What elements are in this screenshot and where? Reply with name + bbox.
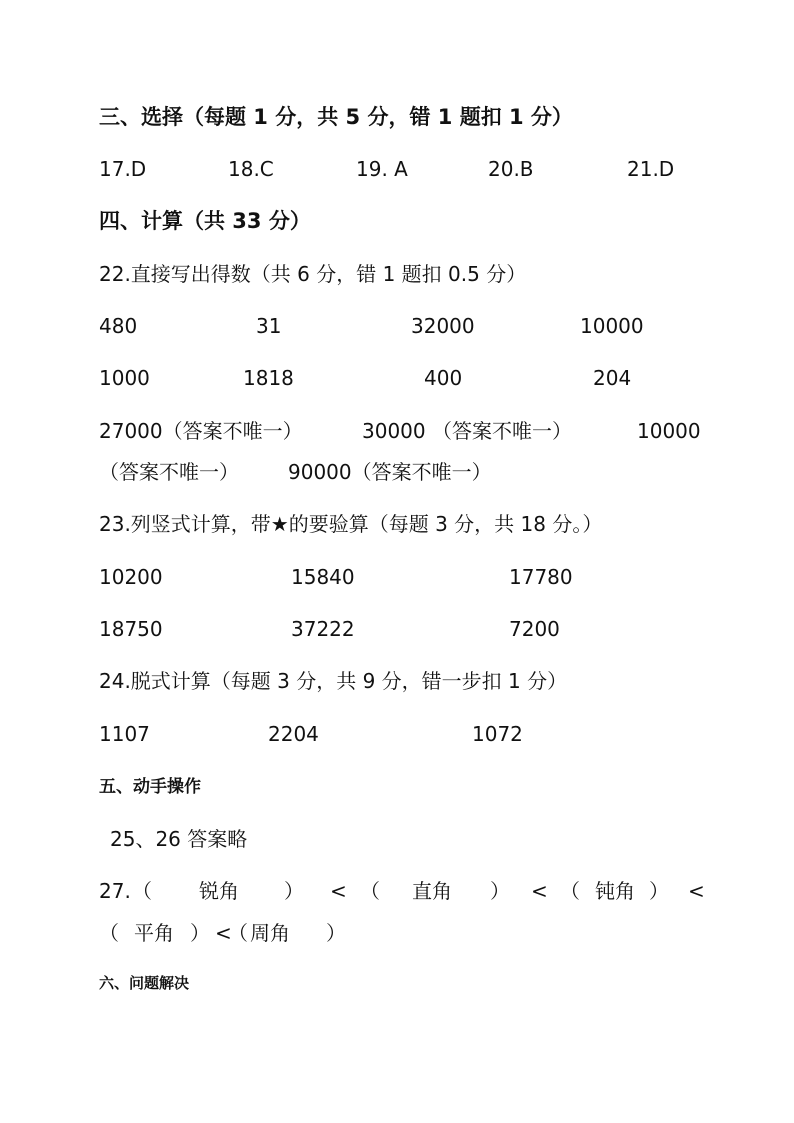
q23-cell: 10200 bbox=[99, 565, 163, 589]
answer-20: 20.B bbox=[488, 157, 534, 181]
q27-paren: （ bbox=[132, 879, 152, 903]
q24-title: 24.脱式计算（每题 3 分，共 9 分，错一步扣 1 分） bbox=[99, 669, 568, 693]
q23-cell: 17780 bbox=[509, 565, 573, 589]
q27-item-right: 直角 bbox=[412, 879, 452, 903]
q22-cell: 480 bbox=[99, 314, 138, 338]
section-3-heading: 三、选择（每题 1 分，共 5 分，错 1 题扣 1 分） bbox=[99, 105, 573, 129]
q22-cell: 400 bbox=[424, 366, 463, 390]
section-5-heading: 五、动手操作 bbox=[99, 777, 201, 797]
q23-cell: 15840 bbox=[291, 565, 355, 589]
q27-item-straight: 平角 bbox=[134, 921, 174, 945]
q27-paren: （ bbox=[560, 879, 580, 903]
q24-cell: 1072 bbox=[472, 722, 523, 746]
q27-paren: ） bbox=[649, 879, 669, 903]
q22-cell: 30000 （答案不唯一） bbox=[362, 419, 572, 443]
q27-item-acute: 锐角 bbox=[199, 879, 239, 903]
q23-cell: 18750 bbox=[99, 617, 163, 641]
q24-cell: 2204 bbox=[268, 722, 319, 746]
q27-less-than: < bbox=[531, 879, 548, 903]
q23-cell: 7200 bbox=[509, 617, 560, 641]
q22-cell: 1818 bbox=[243, 366, 294, 390]
q22-cell: 27000（答案不唯一） bbox=[99, 419, 303, 443]
answer-18: 18.C bbox=[228, 157, 274, 181]
answer-19: 19. A bbox=[356, 157, 408, 181]
q22-cell: 90000（答案不唯一） bbox=[288, 460, 492, 484]
q27-paren: ） bbox=[284, 879, 304, 903]
q27-number: 27. bbox=[99, 879, 131, 903]
q22-title: 22.直接写出得数（共 6 分，错 1 题扣 0.5 分） bbox=[99, 262, 527, 286]
q27-less-than: < bbox=[330, 879, 347, 903]
q23-cell: 37222 bbox=[291, 617, 355, 641]
q22-cell: 32000 bbox=[411, 314, 475, 338]
q27-paren: ） bbox=[190, 921, 210, 945]
answer-21: 21.D bbox=[627, 157, 675, 181]
q27-paren: ） bbox=[326, 921, 346, 945]
answer-17: 17.D bbox=[99, 157, 147, 181]
q27-paren: （ bbox=[228, 921, 248, 945]
q22-cell: （答案不唯一） bbox=[99, 460, 239, 484]
q27-paren: （ bbox=[99, 921, 119, 945]
q22-cell: 204 bbox=[593, 366, 632, 390]
q27-less-than: < bbox=[688, 879, 705, 903]
q22-cell: 10000 bbox=[580, 314, 644, 338]
q25-26-answer: 25、26 答案略 bbox=[110, 827, 248, 851]
q22-cell: 10000 bbox=[637, 419, 701, 443]
q27-less-than: < bbox=[215, 921, 232, 945]
section-4-heading: 四、计算（共 33 分） bbox=[99, 209, 311, 233]
q27-paren: ） bbox=[490, 879, 510, 903]
q22-cell: 31 bbox=[256, 314, 282, 338]
q24-cell: 1107 bbox=[99, 722, 150, 746]
q27-paren: （ bbox=[360, 879, 380, 903]
section-6-heading: 六、问题解决 bbox=[99, 974, 190, 992]
q23-title: 23.列竖式计算，带★的要验算（每题 3 分，共 18 分。） bbox=[99, 512, 603, 536]
q22-cell: 1000 bbox=[99, 366, 150, 390]
q27-item-full: 周角 bbox=[250, 921, 290, 945]
q27-item-obtuse: 钝角 bbox=[595, 879, 635, 903]
